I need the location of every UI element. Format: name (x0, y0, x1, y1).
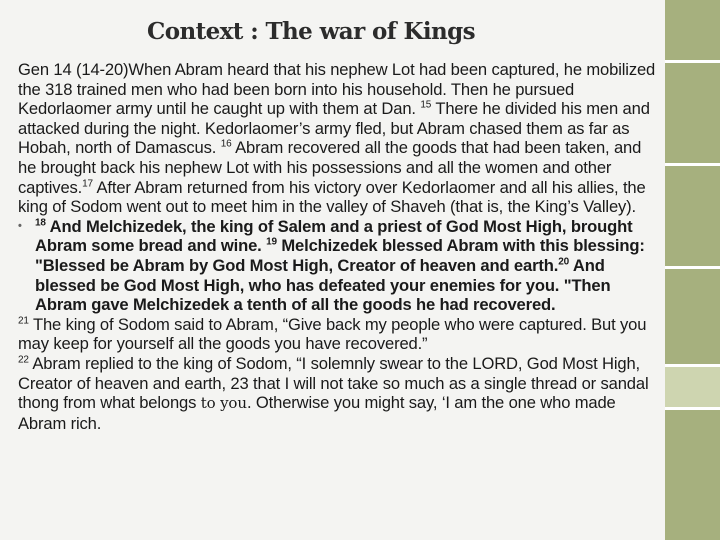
verse-number: 17 (82, 178, 93, 190)
verse-number: 21 (18, 315, 29, 327)
text-run: And blessed be God Most High, who has defeated your enemies for you. "Then Abram gave Melchizedek a tenth of all the goods he had recovered. (35, 255, 611, 315)
strip-block-light (665, 367, 720, 407)
verse-number: 19 (266, 236, 277, 248)
scripture-body (18, 60, 663, 433)
verse-number: 18 (35, 217, 46, 229)
text-run: Abram recovered all the goods that had been taken, and he brought back his nephew Lot with his possessions and all the women and other captives. (18, 138, 642, 197)
verse-number: 15 (420, 99, 432, 111)
text-run: And Melchizedek, the king of Salem and a priest of God Most High, brought Abram some bread and wine. (35, 216, 633, 256)
strip-block (665, 269, 720, 364)
strip-block (665, 166, 720, 266)
slide-title: Context : The war of Kings (147, 18, 475, 45)
strip-block (665, 410, 720, 540)
text-run: Abram replied to the king of Sodom, “I solemnly swear to the LORD, God Most High, Creator of heaven and earth, 23 that I will not take so much as a single thread or sandal thong from what belongs (18, 353, 649, 413)
paragraph-gen-14-14-17 (18, 60, 663, 217)
text-run: Otherwise you might say, ‘I am the one who made Abram rich. (18, 393, 616, 433)
text-run: Melchizedek blessed Abram with this blessing: "Blessed be Abram by God Most High, Creator of heaven and earth. (35, 236, 645, 275)
text-run: The king of Sodom said to Abram, “Give back my people who were captured. But you may keep for yourself all the goods you have recovered.” (18, 314, 647, 354)
text-run: Gen 14 (14-20)When Abram heard that his nephew Lot had been captured, he mobilized the 318 trained men who had been born into his household. Then he pursued Kedorlaomer army until he caught up with them at Dan. (18, 60, 656, 119)
text-run: There he divided his men and attacked during the night. Kedorlaomer’s army fled, but Abram chased them as far as Hobah, north of Damascus. (18, 99, 650, 158)
paragraph-verse-21 (18, 315, 663, 354)
verse-number: 20 (558, 256, 570, 268)
bullet-icon: • (18, 219, 22, 232)
text-run: to you. (200, 394, 252, 413)
strip-block (665, 63, 720, 163)
verse-number: 16 (220, 138, 232, 150)
decorative-side-strip (665, 0, 720, 540)
paragraph-verse-22 (18, 354, 663, 433)
text-run: After Abram returned from his victory over Kedorlaomer and all his allies, the king of Sodom went out to meet him in the valley of Shaveh (that is, the King’s Valley). (18, 177, 646, 217)
verse-number: 22 (18, 354, 29, 366)
strip-block (665, 0, 720, 60)
bullet-paragraph-melchizedek (18, 217, 663, 315)
